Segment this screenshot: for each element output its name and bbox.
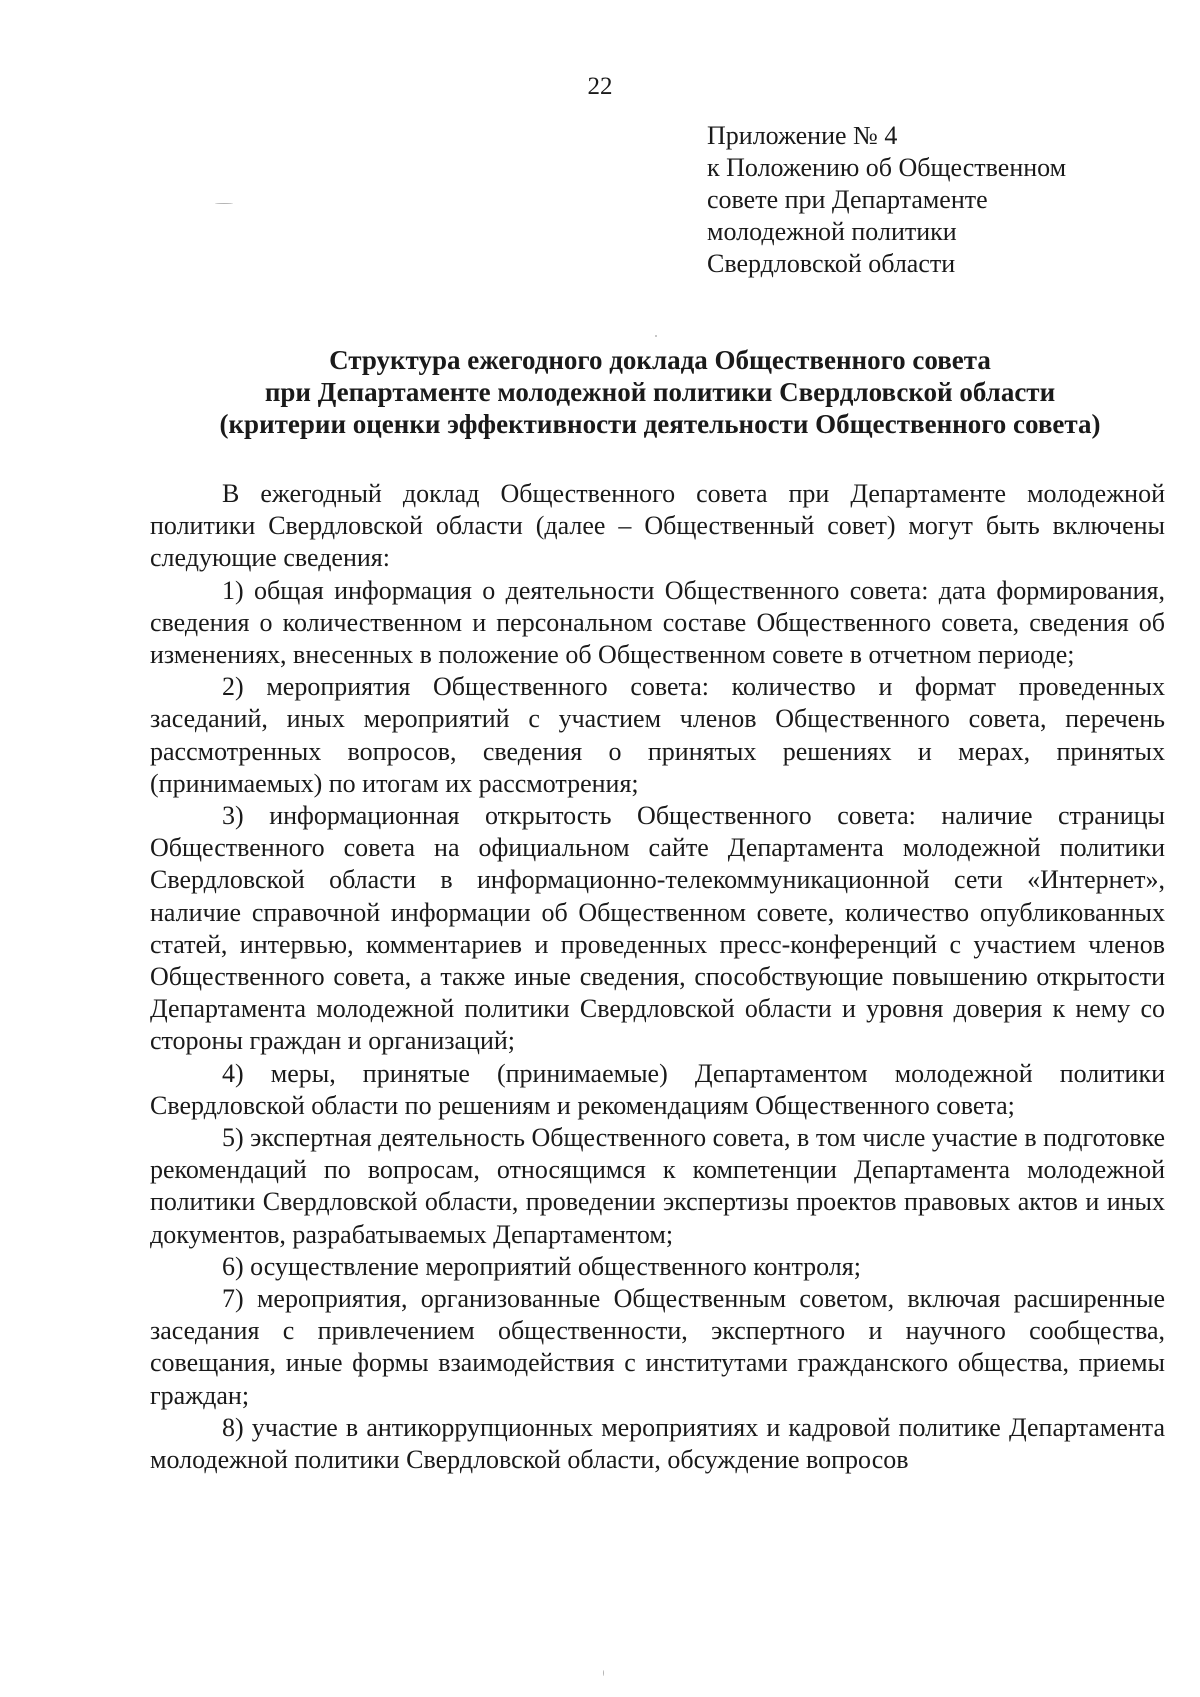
document-title	[150, 344, 1170, 440]
list-item-2: 2) мероприятия Общественного совета: количество и формат проведенных заседаний, иных мероприятий с участием членов Общественного совета, перечень рассмотренных вопросов, сведения о принятых решениях и мерах, принятых (принимаемых) по итогам их рассмотрения;	[150, 672, 1165, 798]
document-body	[150, 478, 1165, 1476]
title-line: при Департаменте молодежной политики Свердловской области	[264, 377, 1056, 407]
list-item-7: 7) мероприятия, организованные Общественным советом, включая расширенные заседания с привлечением общественности, экспертного и научного сообщества, совещания, иные формы взаимодействия с институтами гражданского общества, приемы граждан;	[150, 1284, 1165, 1410]
appendix-line: совете при Департаменте	[707, 185, 988, 214]
page-number: 22	[587, 73, 613, 100]
scan-artifact	[655, 335, 657, 337]
list-item-5: 5) экспертная деятельность Общественного совета, в том числе участие в подготовке рекомендаций по вопросам, относящимся к компетенции Департамента молодежной политики Свердловской области, проведении экспертизы проектов правовых актов и иных документов, разрабатываемых Департаментом;	[150, 1123, 1165, 1249]
appendix-line: к Положению об Общественном	[707, 153, 1067, 182]
scan-artifact	[603, 1670, 604, 1676]
scan-artifact	[215, 203, 233, 204]
appendix-line: Свердловской области	[707, 249, 956, 278]
list-item-8: 8) участие в антикоррупционных мероприятиях и кадровой политике Департамента молодежной политики Свердловской области, обсуждение вопросов	[150, 1412, 1165, 1475]
appendix-reference	[707, 120, 1147, 280]
intro-paragraph: В ежегодный доклад Общественного совета при Департаменте молодежной политики Свердловской области (далее – Общественный совет) могут быть включены следующие сведения:	[150, 479, 1165, 573]
title-line: (критерии оценки эффективности деятельности Общественного совета)	[219, 409, 1101, 439]
list-item-4: 4) меры, принятые (принимаемые) Департаментом молодежной политики Свердловской области по решениям и рекомендациям Общественного совета;	[150, 1058, 1165, 1120]
list-item-1: 1) общая информация о деятельности Общественного совета: дата формирования, сведения о количественном и персональном составе Общественного совета, сведения об изменениях, внесенных в положение об Общественном совете в отчетном периоде;	[150, 575, 1165, 670]
title-line: Структура ежегодного доклада Общественного совета	[329, 345, 991, 375]
appendix-line: молодежной политики	[707, 217, 957, 246]
appendix-line: Приложение № 4	[707, 121, 898, 150]
list-item-3: 3) информационная открытость Общественного совета: наличие страницы Общественного совета на официальном сайте Департамента молодежной политики Свердловской области в информационно-телекоммуникационной сети «Интернет», наличие справочной информации об Общественном совете, количество опубликованных статей, интервью, комментариев и проведенных пресс-конференций с участием членов Общественного совета, а также иные сведения, способствующие повышению открытости Департамента молодежной политики Свердловской области и уровня доверия к нему со стороны граждан и организаций;	[150, 801, 1165, 1056]
list-item-6: 6) осуществление мероприятий общественного контроля;	[222, 1251, 861, 1281]
